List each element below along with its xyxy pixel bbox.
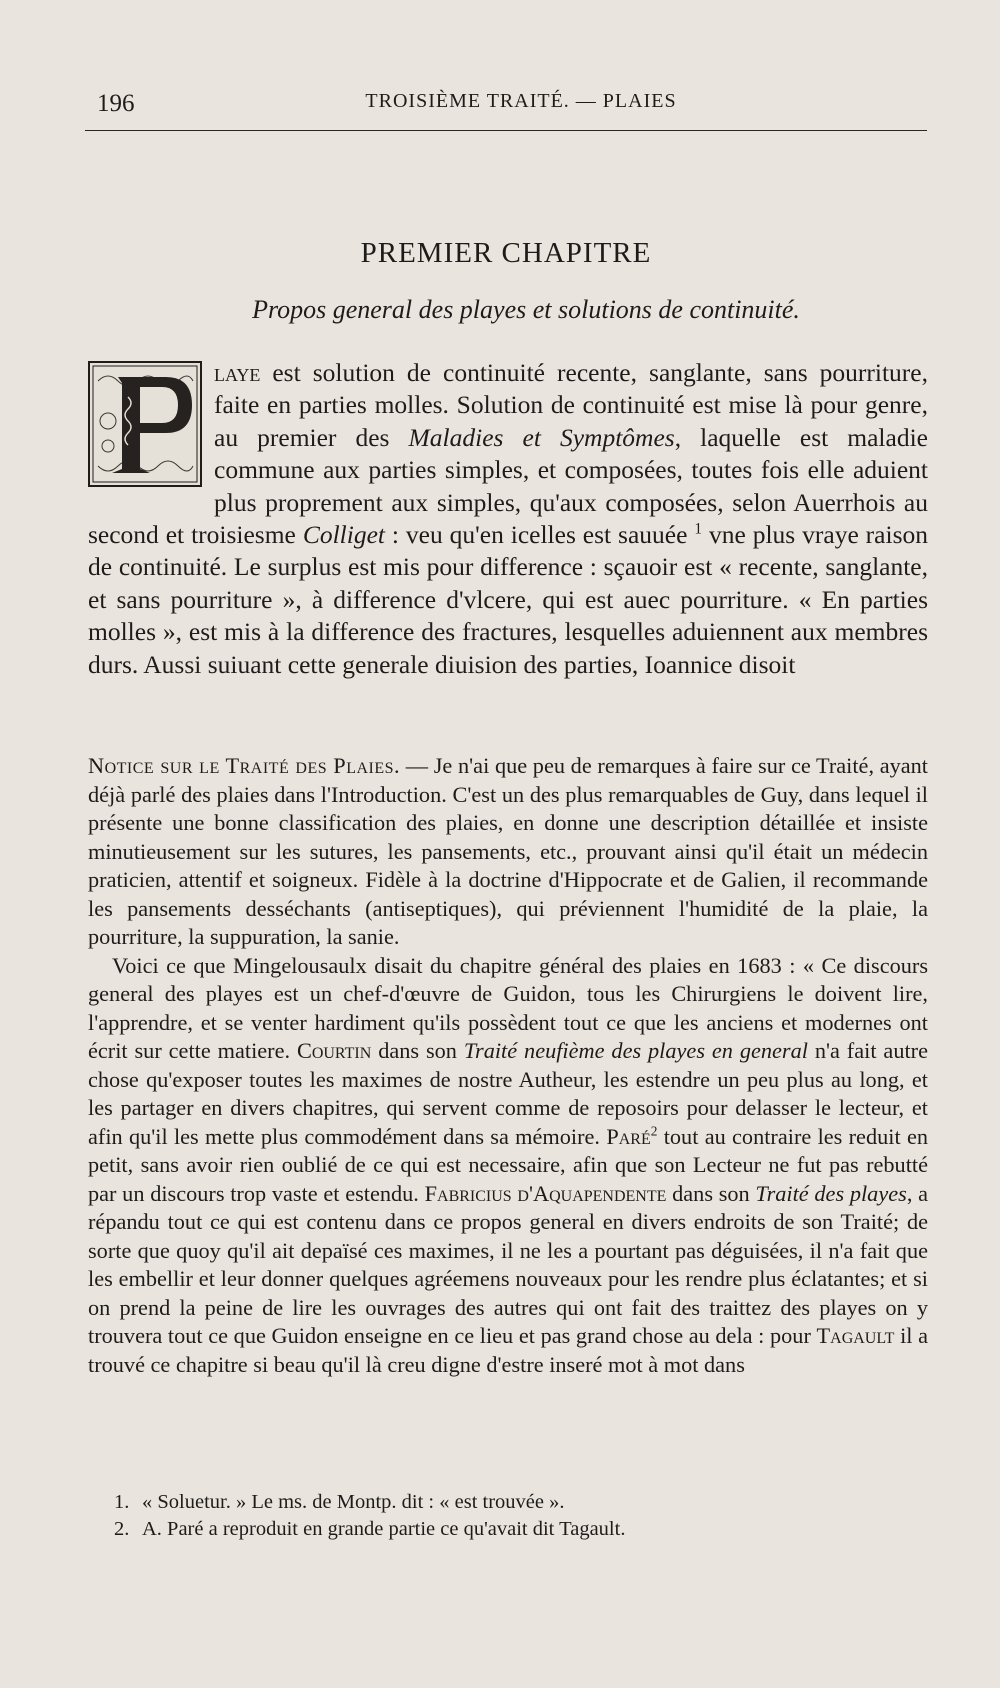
work-title: Traité neufième des playes en general xyxy=(463,1038,808,1063)
opening-word: laye xyxy=(214,358,261,387)
header-rule xyxy=(85,130,927,131)
page-number: 196 xyxy=(97,90,135,117)
footnote-number: 1. xyxy=(114,1491,130,1513)
footnote-ref: 1 xyxy=(694,520,703,538)
notice-heading: Notice sur le Traité des Plaies. xyxy=(88,753,401,778)
author-name: Fabricius d'Aquapendente xyxy=(424,1180,667,1206)
body-italic: Maladies et Symptômes xyxy=(408,422,675,452)
author-name: Paré xyxy=(606,1123,651,1149)
author-name: Courtin xyxy=(296,1038,372,1063)
notice-paragraph xyxy=(88,952,928,1380)
footnote xyxy=(114,1516,914,1543)
notice-paragraph xyxy=(88,752,928,952)
ornamental-drop-cap xyxy=(88,361,202,487)
notice-text: tout au contraire les reduit en petit, sans avoir rien oublié de ce qui est necessaire, afin que son Lecteur ne fut pas rebutté par un discours trop vaste et estendu. xyxy=(88,1123,928,1206)
notice-text: Voici ce que Mingelousaulx disait du chapitre général des plaies en 1683 : « Ce discours general des playes est un chef-d'œuvre de Guidon, tous les Chirurgiens le doivent lire, l'apprendre, et se venter hardiment qu'ils possèdent tout ce que les anciens et modernes ont écrit sur cette matiere. xyxy=(88,952,928,1063)
body-segment: : veu qu'en icelles est sauuée xyxy=(384,520,695,550)
footnote xyxy=(114,1489,914,1516)
notice-text: il a trouvé ce chapitre si beau qu'il là creu digne d'estre inseré mot à mot dans xyxy=(88,1323,928,1377)
footnote-number: 2. xyxy=(114,1518,130,1540)
notice-section xyxy=(88,752,928,1379)
chapter-body xyxy=(88,357,928,681)
chapter-title: PREMIER CHAPITRE xyxy=(360,237,652,269)
footnote-ref: 2 xyxy=(650,1123,658,1139)
notice-text: , a répandu tout ce qui est contenu dans ce propos general en divers endroits de son Traité; de sorte que quoy qu'il ait depaïsé ces maximes, il ne les a pourtant pas déguisées, il n'a fait que les embellir et leur donner quelques agréemens nouveaux pour les rendre plus éclatantes; et si on prend la peine de lire les ouvrages des autres qui ont fait des traittez des playes on y trouvera tout ce que Guidon enseigne en ce lieu et pas grand chose au dela : pour xyxy=(88,1180,928,1348)
work-title: Traité des playes xyxy=(755,1180,907,1206)
drop-cap-letter: P xyxy=(141,455,149,467)
notice-text: n'a fait autre chose qu'exposer toutes les maximes de nostre Autheur, les estendre un peu plus au long, et les partager en divers chapitres, qui servent comme de reposoirs pour delasser le lecteur, et afin qu'il les mette plus commodément dans sa mémoire. xyxy=(88,1038,928,1149)
notice-text: dans son xyxy=(666,1180,756,1206)
running-head xyxy=(85,86,927,120)
body-italic: Colliget xyxy=(302,520,385,550)
notice-text: dans son xyxy=(371,1038,464,1063)
drop-cap-ornament-icon xyxy=(88,361,202,487)
footnotes xyxy=(114,1489,914,1543)
body-segment: est solution de continuité recente, sanglante, sans pourriture, faite en parties molles. Solution de continuité est mise là pour genre, au premier des xyxy=(214,358,928,452)
notice-text: — Je n'ai que peu de remarques à faire sur ce Traité, ayant déjà parlé des plaies dans l'Introduction. C'est un des plus remarquables de Guy, dans lequel il présente une bonne classification des plaies, en donne une description détaillée et insiste minutieusement sur les sutures, les pansements, etc., prouvant ainsi qu'il était un médecin praticien, attentif et soigneux. Fidèle à la doctrine d'Hippocrate et de Galien, il recommande les pansements desséchants (antiseptiques), qui préviennent l'humidité de la plaie, la pourriture, la suppuration, la sanie. xyxy=(88,753,928,949)
author-name: Tagault xyxy=(816,1323,895,1348)
body-segment: vne plus vraye raison de continuité. Le surplus est mis pour difference : sçauoir est « recente, sanglante, et sans pourriture », à difference d'vlcere, qui est auec pourriture. « En parties molles », est mis à la difference des fractures, lesquelles aduiennent aux membres durs. Aussi suiuant cette generale diuision des parties, Ioannice disoit xyxy=(88,520,929,679)
chapter-subtitle: Propos general des playes et solutions de continuité. xyxy=(252,295,800,324)
footnote-text: A. Paré a reproduit en grande partie ce qu'avait dit Tagault. xyxy=(142,1518,626,1540)
body-segment: , laquelle est maladie commune aux parties simples, et composées, toutes fois elle aduient plus proprement aux simples, qu'aux composées, selon Auerrhois au second et troisiesme xyxy=(88,422,928,550)
footnote-text: « Soluetur. » Le ms. de Montp. dit : « est trouvée ». xyxy=(142,1491,565,1513)
running-title: TROISIÈME TRAITÉ. — PLAIES xyxy=(365,90,677,112)
